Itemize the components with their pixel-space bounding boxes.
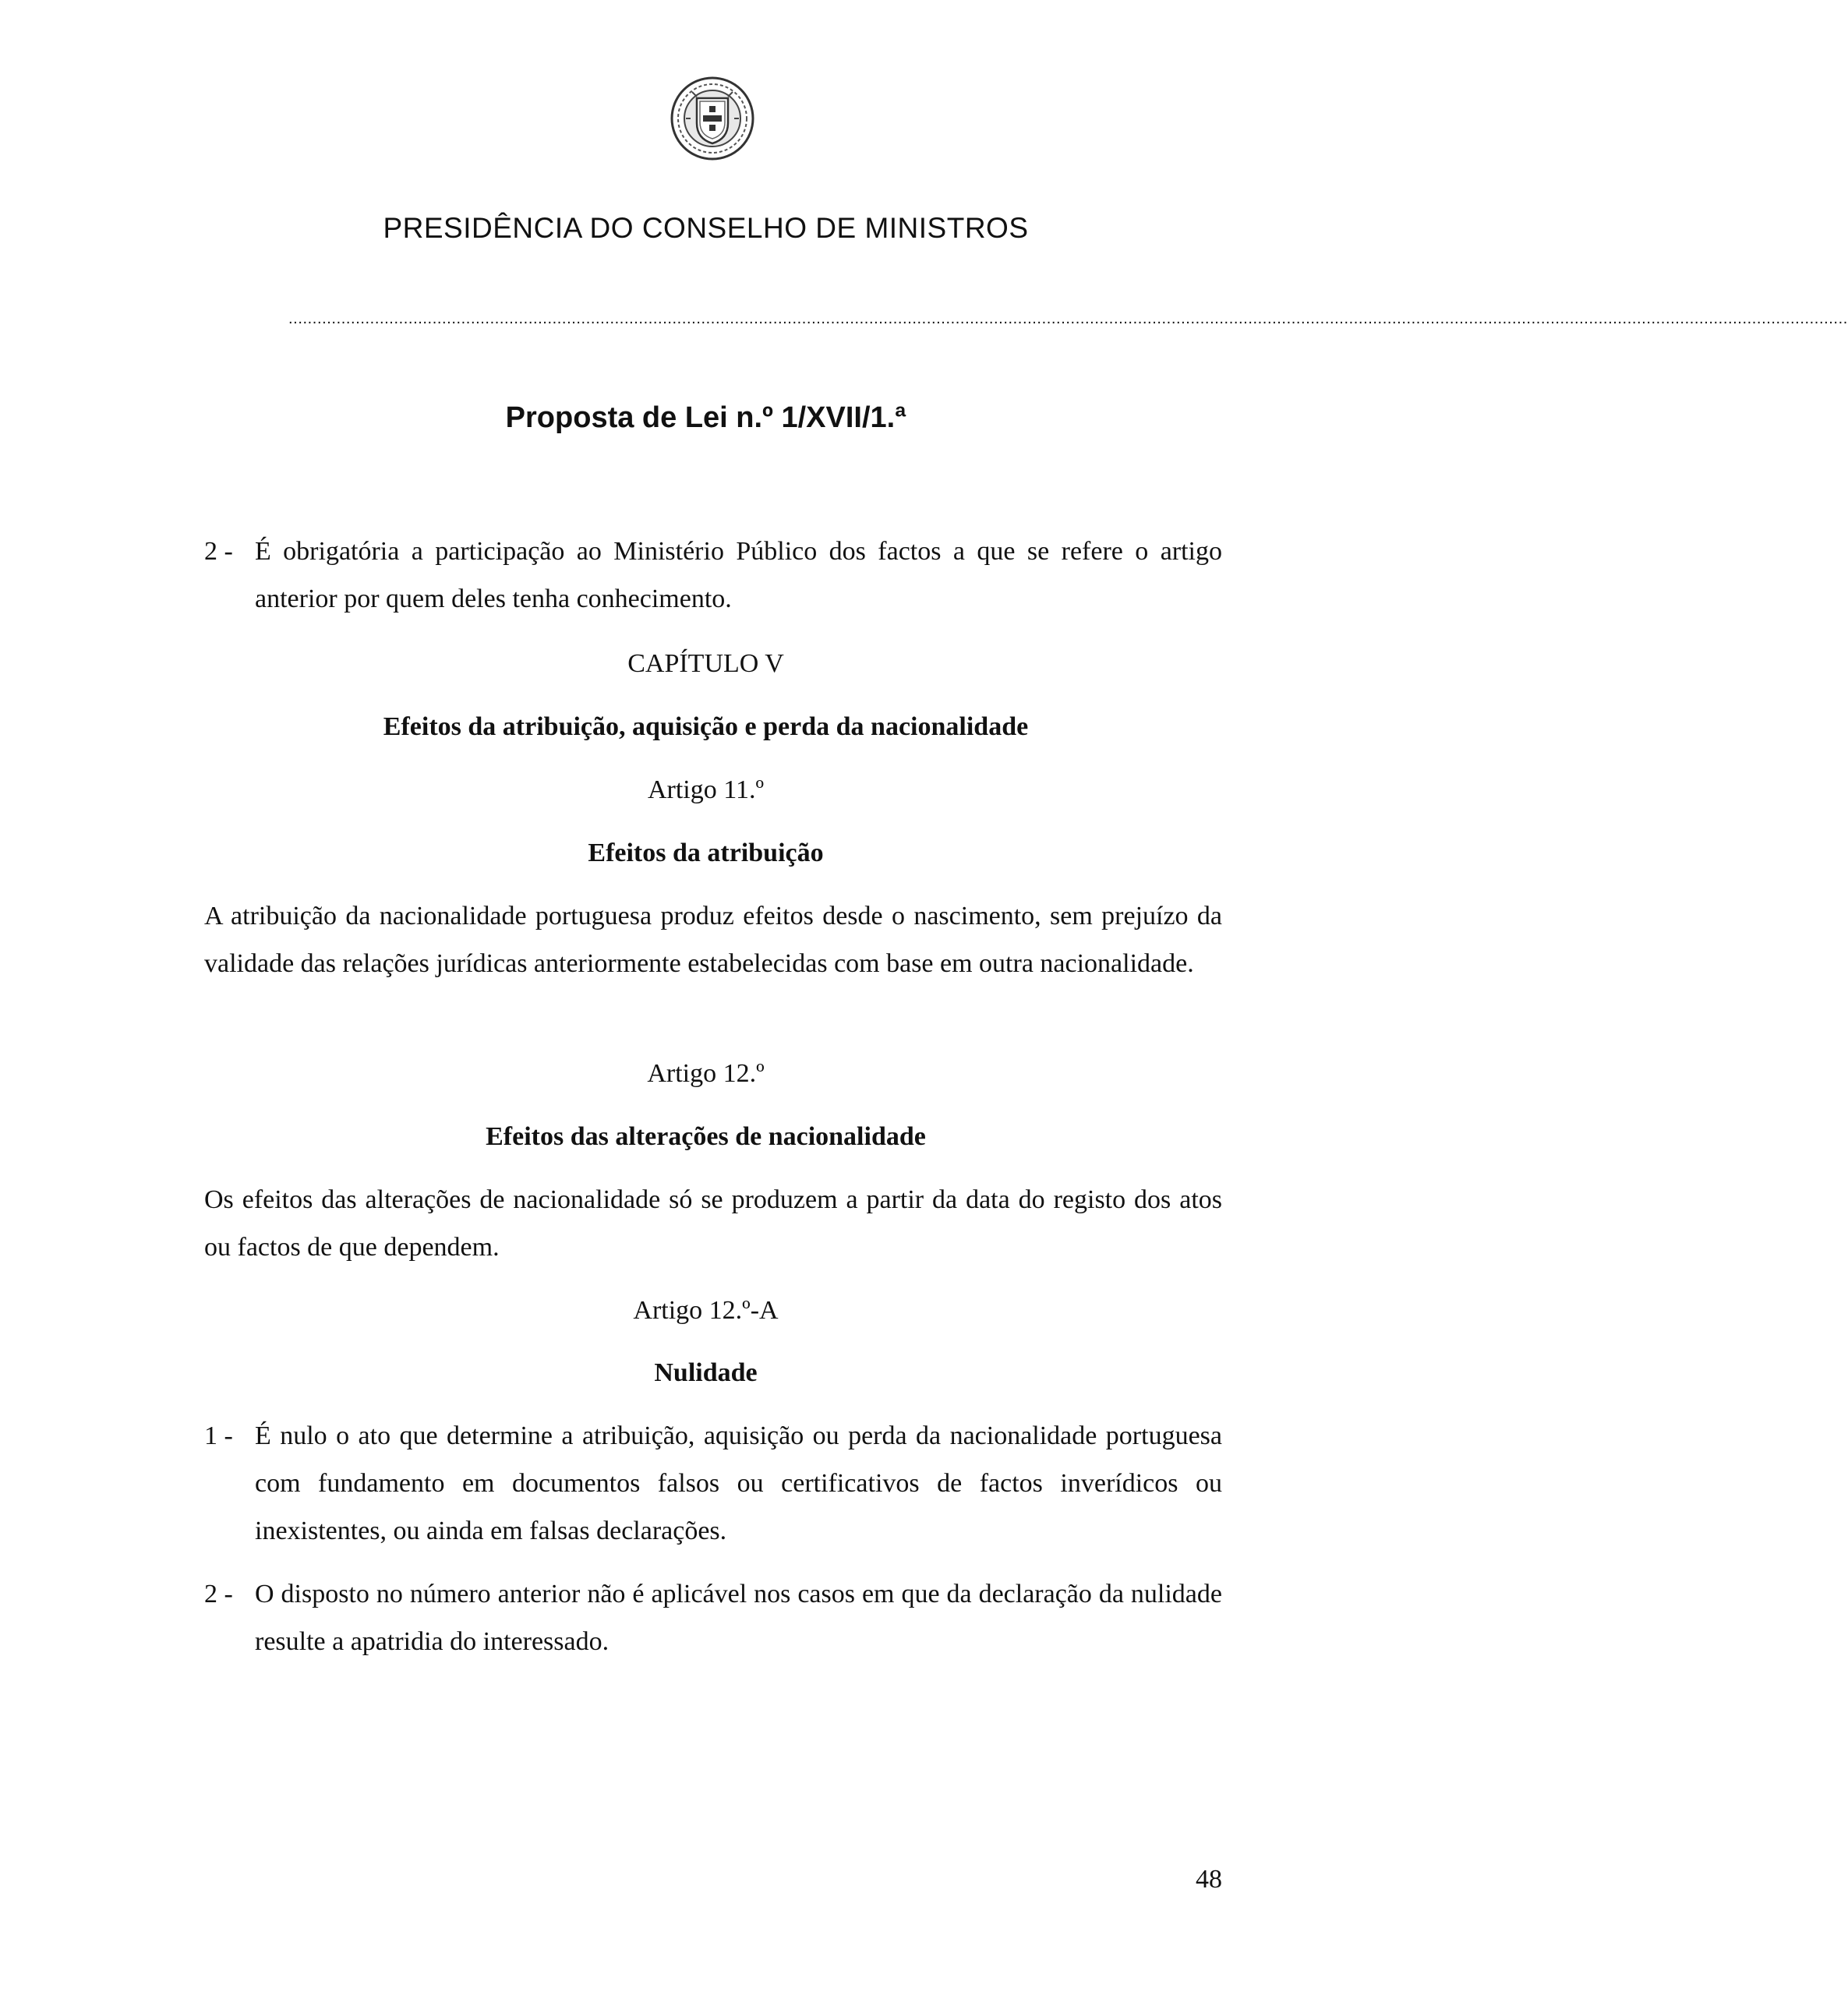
item-text: O disposto no número anterior não é aplicável nos casos em que da declaração da nulidade resulte a apatridia do interessado. bbox=[255, 1580, 1222, 1656]
item-number: 2 - bbox=[204, 537, 233, 566]
article-12-title: Efeitos das alterações de nacionalidade bbox=[486, 1122, 926, 1151]
article-12-text: Os efeitos das alterações de nacionalidade só se produzem a partir da data do registo dos atos ou factos de que dependem. bbox=[204, 1185, 1222, 1262]
item-text: É obrigatória a participação ao Ministério Público dos factos a que se refere o artigo anterior por quem deles tenha conhecimento. bbox=[255, 537, 1222, 613]
ministry-title: PRESIDÊNCIA DO CONSELHO DE MINISTROS bbox=[383, 212, 1029, 244]
item-number: 1 - bbox=[204, 1421, 233, 1450]
article-11-title: Efeitos da atribuição bbox=[588, 839, 824, 867]
item-number: 2 - bbox=[204, 1580, 233, 1608]
article-12a-label: Artigo 12.º-A bbox=[633, 1296, 779, 1325]
article-12a-title: Nulidade bbox=[654, 1358, 758, 1387]
list-item bbox=[204, 528, 1222, 623]
article-12-label: Artigo 12.º bbox=[647, 1059, 765, 1088]
header-dotted-rule: ..................................................................................................................................................................................................................................................................................................................................... bbox=[288, 310, 1848, 327]
page-number: 48 bbox=[1196, 1865, 1222, 1894]
proposal-title: Proposta de Lei n.º 1/XVII/1.ª bbox=[505, 401, 906, 434]
article-11-text: A atribuição da nacionalidade portuguesa produz efeitos desde o nascimento, sem prejuízo da validade das relações jurídicas anteriormente estabelecidas com base em outra nacionalidade. bbox=[204, 902, 1222, 978]
list-item bbox=[204, 1412, 1222, 1555]
chapter-title: Efeitos da atribuição, aquisição e perda da nacionalidade bbox=[383, 712, 1029, 741]
chapter-label: CAPÍTULO V bbox=[627, 649, 784, 678]
item-text: É nulo o ato que determine a atribuição, aquisição ou perda da nacionalidade portuguesa com fundamento em documentos falsos ou certificativos de factos inverídicos ou inexistentes, ou ainda em falsas declarações. bbox=[255, 1421, 1222, 1545]
portuguese-coat-of-arms-icon bbox=[669, 75, 756, 162]
article-11-label: Artigo 11.º bbox=[647, 775, 765, 804]
list-item bbox=[204, 1570, 1222, 1665]
